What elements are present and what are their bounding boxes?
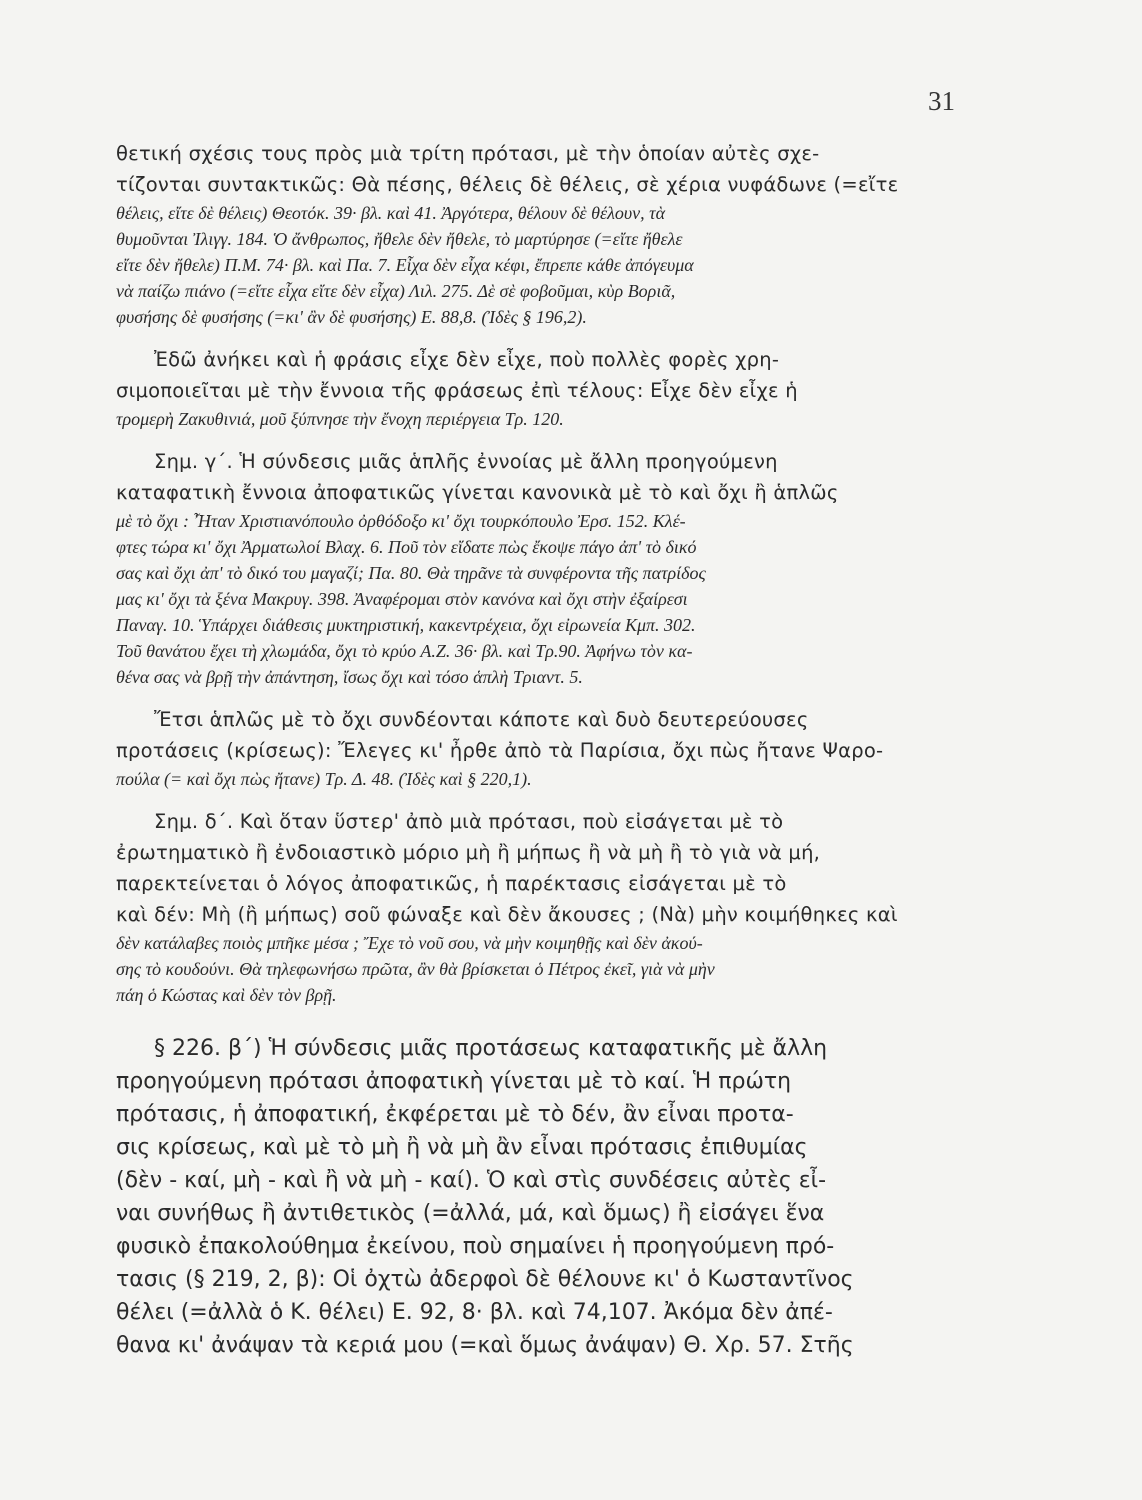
text-line: καὶ δέν: Μὴ (ἢ μήπως) σοῦ φώναξε καὶ δὲν ἄκουσες ; (Νὰ) μὴν κοιμήθηκες καὶ: [116, 903, 898, 926]
text-line: σας καὶ ὄχι ἀπ' τὸ δικό του μαγαζί; Πα. 80. Θὰ τηρᾶνε τὰ συνφέροντα τῆς πατρίδος: [116, 563, 706, 583]
text-line: θέλει (=ἀλλὰ ὁ Κ. θέλει) Ε. 92, 8· βλ. καὶ 74,107. Ἀκόμα δὲν ἀπέ-: [116, 1300, 833, 1325]
section-226: [116, 1032, 944, 1362]
text-line: παρεκτείνεται ὁ λόγος ἀποφατικῶς, ἡ παρέκτασις εἰσάγεται μὲ τὸ: [116, 872, 787, 895]
text-line: θανα κι' ἀνάψαν τὰ κεριά μου (=καὶ ὅμως ἀνάψαν) Θ. Χρ. 57. Στῆς: [116, 1333, 854, 1358]
text-line: ἐρωτηματικὸ ἢ ἐνδοιαστικὸ μόριο μὴ ἢ μήπως ἢ νὰ μὴ ἢ τὸ γιὰ νὰ μή,: [116, 841, 821, 864]
text-line: εἴτε δὲν ἤθελε) Π.Μ. 74· βλ. καὶ Πα. 7. Εἶχα δὲν εἶχα κέφι, ἔπρεπε κάθε ἀπόγευμα: [116, 255, 694, 275]
note-gamma: [116, 446, 944, 690]
text-line: Σημ. δ΄. Καὶ ὅταν ὕστερ' ἀπὸ μιὰ πρότασι, ποὺ εἰσάγεται μὲ τὸ: [154, 810, 784, 833]
text-line: θένα σας νὰ βρῇ τὴν ἀπάντηση, ἴσως ὄχι καὶ τόσο ἁπλὴ Τριαντ. 5.: [116, 667, 583, 687]
page-number: 31: [928, 86, 955, 116]
text-line: θετική σχέσις τους πρὸς μιὰ τρίτη πρότασι, μὲ τὴν ὁποίαν αὐτὲς σχε-: [116, 142, 820, 165]
text-line: Ἐδῶ ἀνήκει καὶ ἡ φράσις εἶχε δὲν εἶχε, ποὺ πολλὲς φορὲς χρη-: [154, 348, 780, 371]
text-line: σιμοποιεῖται μὲ τὴν ἔννοια τῆς φράσεως ἐπὶ τέλους: Εἶχε δὲν εἶχε ἡ: [116, 379, 798, 402]
text-line: ναι συνήθως ἢ ἀντιθετικὸς (=ἀλλά, μά, καὶ ὅμως) ἢ εἰσάγει ἕνα: [116, 1201, 825, 1226]
text-line: θέλεις, εἴτε δὲ θέλεις) Θεοτόκ. 39· βλ. καὶ 41. Ἀργότερα, θέλουν δὲ θέλουν, τὰ: [116, 203, 666, 223]
note-delta: [116, 806, 944, 1008]
text-line: φτες τώρα κι' ὄχι Ἀρματωλοί Βλαχ. 6. Ποῦ τὸν εἴδατε πὼς ἔκοψε πάγο ἀπ' τὸ δικό: [116, 537, 697, 557]
text-line: καταφατικὴ ἔννοια ἀποφατικῶς γίνεται κανονικὰ μὲ τὸ καὶ ὄχι ἢ ἁπλῶς: [116, 481, 839, 504]
text-line: θυμοῦνται Ἰλιγγ. 184. Ὁ ἄνθρωπος, ἤθελε δὲν ἤθελε, τὸ μαρτύρησε (=εἴτε ἤθελε: [116, 229, 683, 249]
text-line: Παναγ. 10. Ὑπάρχει διάθεσις μυκτηριστική, κακεντρέχεια, ὄχι εἰρωνεία Κμπ. 302.: [116, 615, 696, 635]
text-line: σης τὸ κουδούνι. Θὰ τηλεφωνήσω πρῶτα, ἂν θὰ βρίσκεται ὁ Πέτρος ἐκεῖ, γιὰ νὰ μὴν: [116, 959, 715, 979]
paragraph-continuation: [116, 138, 944, 330]
text-line: Τοῦ θανάτου ἔχει τὴ χλωμάδα, ὄχι τὸ κρύο Α.Ζ. 36· βλ. καὶ Τρ.90. Ἀφήνω τὸν κα-: [116, 641, 693, 661]
text-line: δὲν κατάλαβες ποιὸς μπῆκε μέσα ; Ἔχε τὸ νοῦ σου, νὰ μὴν κοιμηθῇς καὶ δὲν ἀκού-: [116, 933, 703, 953]
text-line: νὰ παίζω πιάνο (=εἴτε εἶχα εἴτε δὲν εἶχα) Λιλ. 275. Δὲ σὲ φοβοῦμαι, κὺρ Βοριᾶ,: [116, 281, 676, 301]
text-line: Ἔτσι ἁπλῶς μὲ τὸ ὄχι συνδέονται κάποτε καὶ δυὸ δευτερεύουσες: [154, 708, 809, 731]
text-line: μας κι' ὄχι τὰ ξένα Μακρυγ. 398. Ἀναφέρομαι στὸν κανόνα καὶ ὄχι στὴν ἐξαίρεσι: [116, 589, 688, 609]
paragraph-etsi: [116, 704, 944, 792]
text-line: πούλα (= καὶ ὄχι πὼς ἤτανε) Τρ. Δ. 48. (Ἰδὲς καὶ § 220,1).: [116, 769, 532, 789]
text-line: τρομερὴ Ζακυθινιά, μοῦ ξύπνησε τὴν ἔνοχη περιέργεια Τρ. 120.: [116, 409, 564, 429]
text-line: πάη ὁ Κώστας καὶ δὲν τὸν βρῇ.: [116, 985, 337, 1005]
section-heading-line: § 226. β΄) Ἡ σύνδεσις μιᾶς προτάσεως καταφατικῆς μὲ ἄλλη: [154, 1036, 828, 1061]
text-line: πρότασις, ἡ ἀποφατική, ἐκφέρεται μὲ τὸ δέν, ἂν εἶναι προτα-: [116, 1102, 794, 1127]
text-line: προτάσεις (κρίσεως): Ἔλεγες κι' ἦρθε ἀπὸ τὰ Παρίσια, ὄχι πὼς ἤτανε Ψαρο-: [116, 739, 884, 762]
text-line: φυσήσης δὲ φυσήσης (=κι' ἂν δὲ φυσήσης) Ε. 88,8. (Ἰδὲς § 196,2).: [116, 307, 587, 327]
text-line: Σημ. γ΄. Ἡ σύνδεσις μιᾶς ἁπλῆς ἐννοίας μὲ ἄλλη προηγούμενη: [154, 450, 778, 473]
text-line: σις κρίσεως, καὶ μὲ τὸ μὴ ἢ νὰ μὴ ἂν εἶναι πρότασις ἐπιθυμίας: [116, 1135, 808, 1160]
page-body: [116, 138, 944, 1376]
paragraph-eixe-den-eixe: [116, 344, 944, 432]
text-line: τασις (§ 219, 2, β): Οἱ ὀχτὼ ἀδερφοὶ δὲ θέλουνε κι' ὁ Κωσταντῖνος: [116, 1267, 854, 1292]
text-line: προηγούμενη πρότασι ἀποφατικὴ γίνεται μὲ τὸ καί. Ἡ πρώτη: [116, 1069, 792, 1094]
text-line: φυσικὸ ἐπακολούθημα ἐκείνου, ποὺ σημαίνει ἡ προηγούμενη πρό-: [116, 1234, 835, 1259]
text-line: μὲ τὸ ὄχι : Ἦταν Χριστιανόπουλο ὀρθόδοξο κι' ὄχι τουρκόπουλο Ἐρσ. 152. Κλέ-: [116, 511, 686, 531]
text-line: (δὲν - καί, μὴ - καὶ ἢ νὰ μὴ - καί). Ὁ καὶ στὶς συνδέσεις αὐτὲς εἶ-: [116, 1168, 827, 1193]
text-line: τίζονται συντακτικῶς: Θὰ πέσης, θέλεις δὲ θέλεις, σὲ χέρια νυφάδωνε (=εἴτε: [116, 173, 899, 196]
